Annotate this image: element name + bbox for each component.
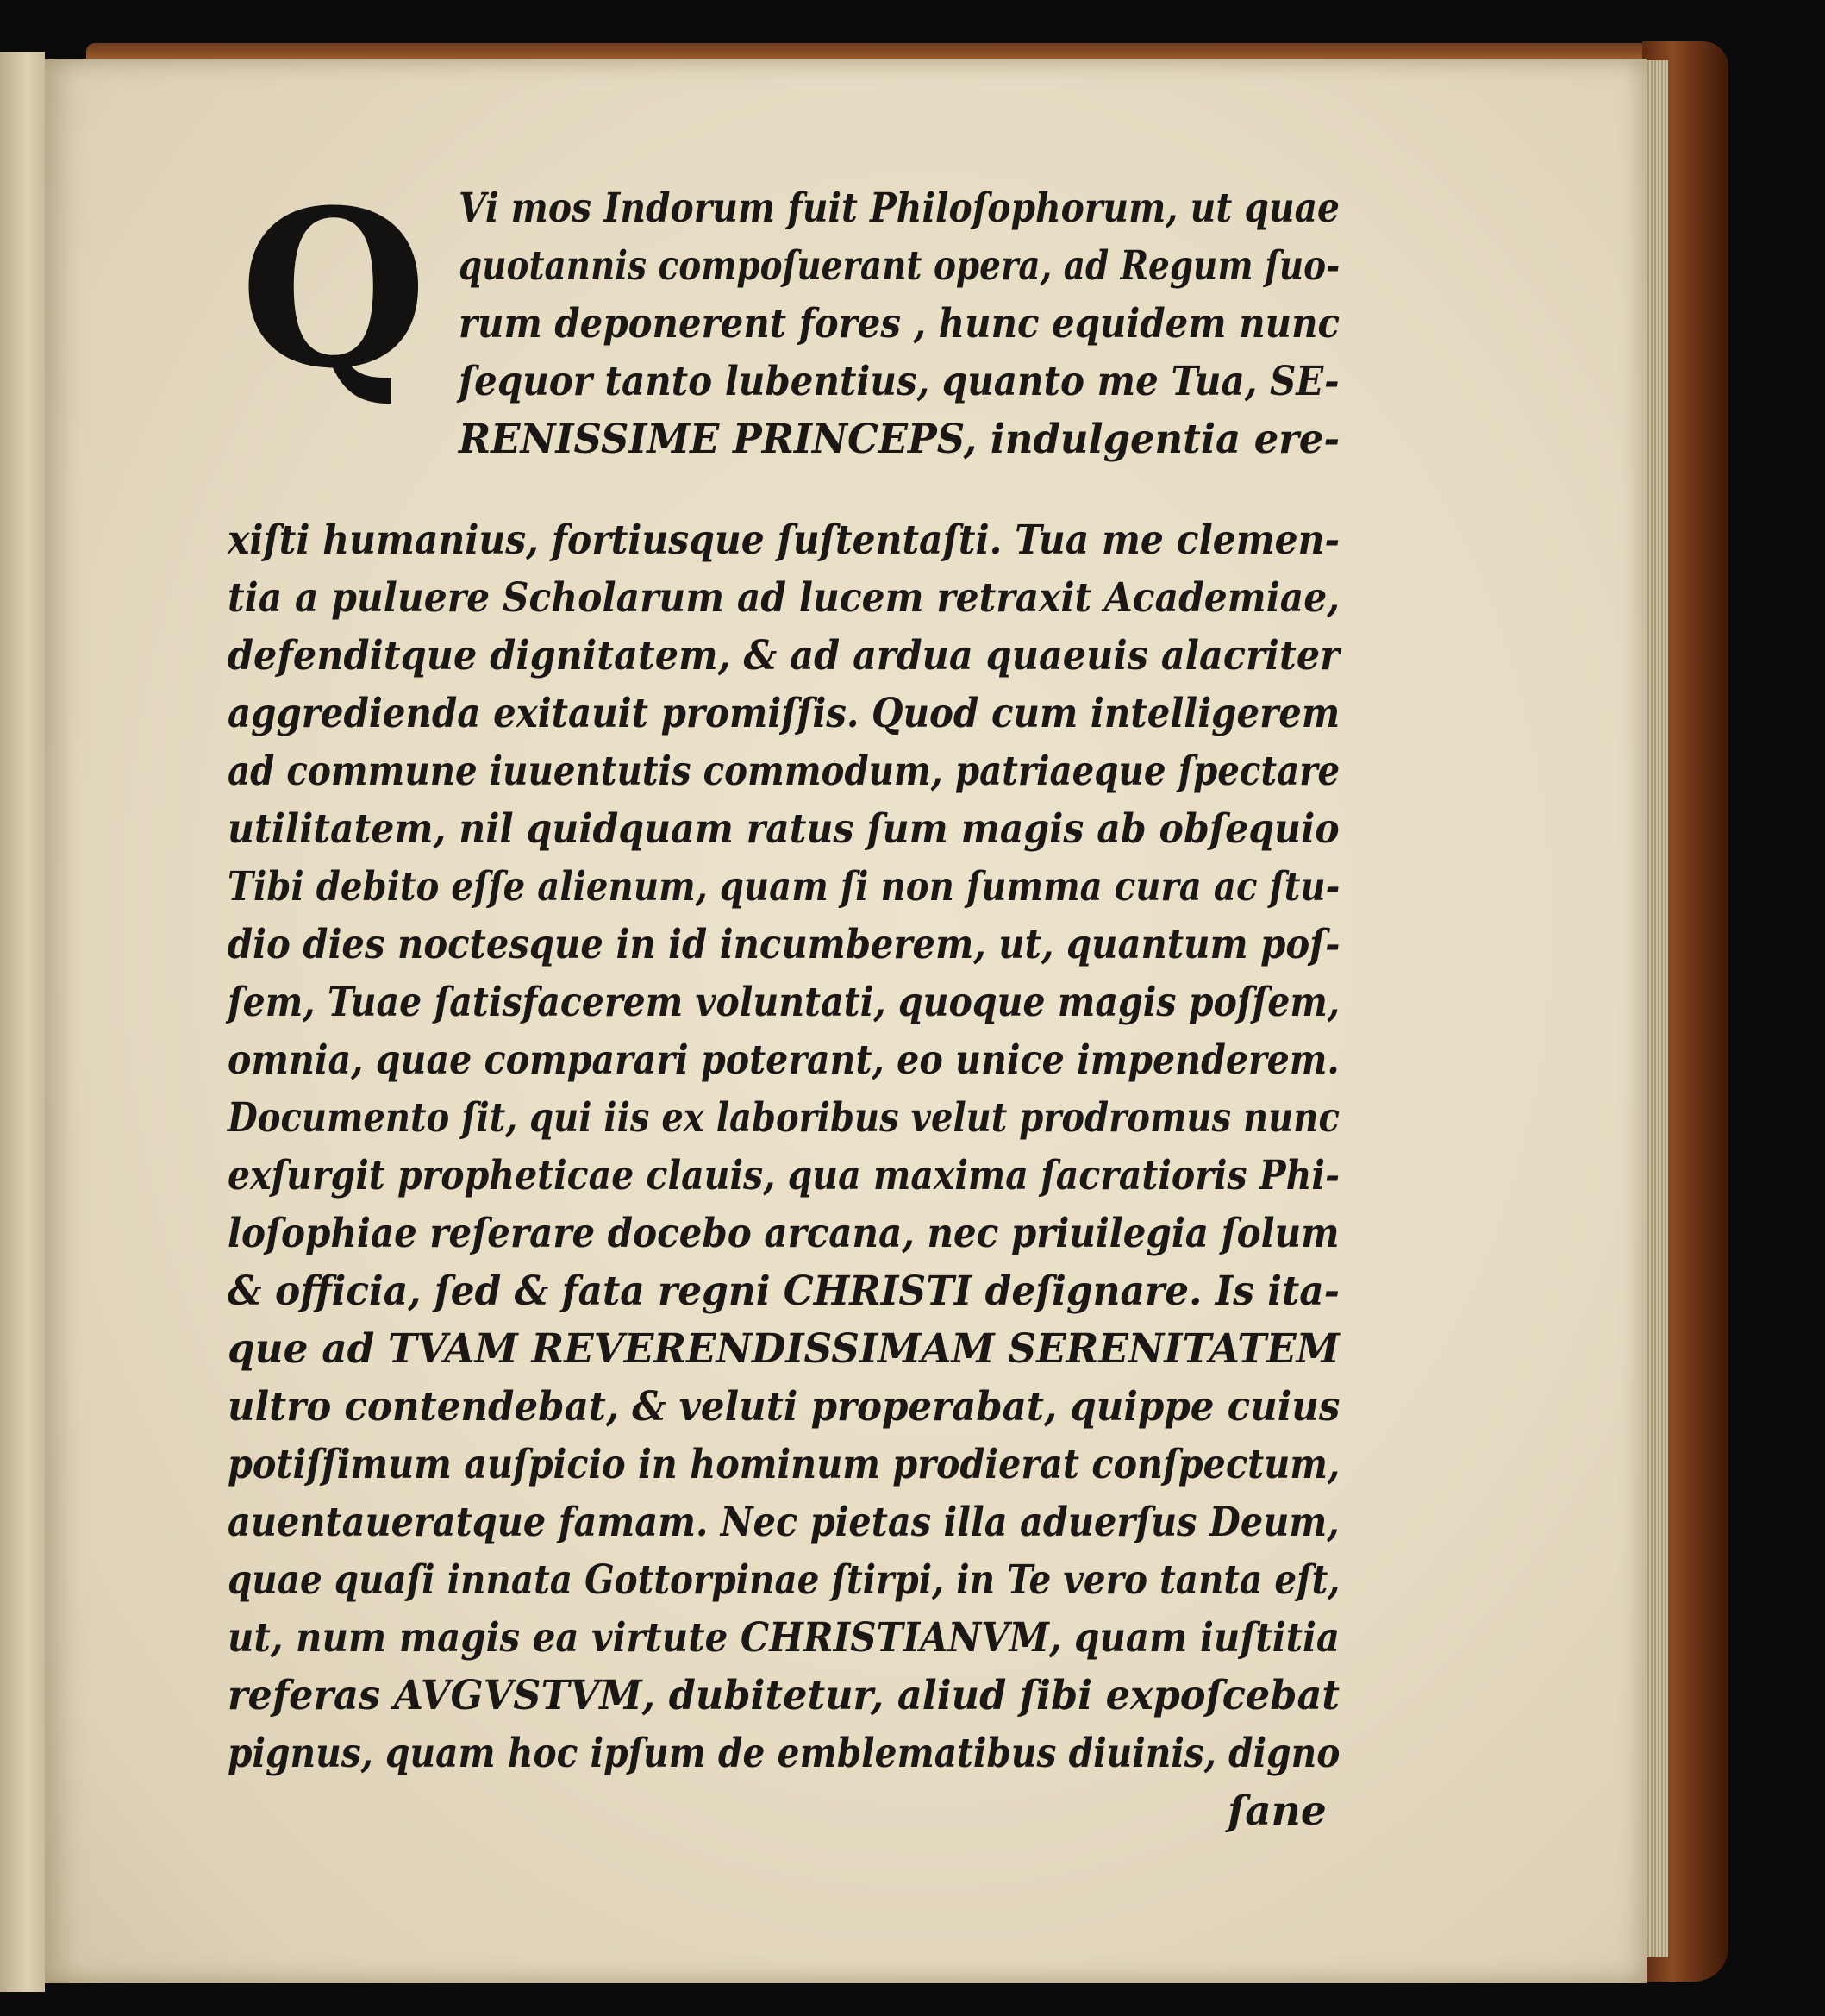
- text-line: RENISSIME PRINCEPS, indulgentia ere-: [459, 416, 1341, 463]
- text-line: auentaueratque famam. Nec pietas illa aduerſus Deum,: [228, 1499, 1340, 1546]
- book-page: [45, 59, 1647, 1983]
- text-line: potiſſimum auſpicio in hominum prodierat conſpectum,: [228, 1441, 1341, 1488]
- text-line: ad commune iuuentutis commodum, patriaeque ſpectare: [228, 748, 1341, 795]
- catchword: ſane: [1228, 1787, 1327, 1835]
- text-line: & officia, ſed & fata regni CHRISTI deſignare. Is ita-: [228, 1268, 1340, 1315]
- text-line: ſequor tanto lubentius, quanto me Tua, SE-: [459, 358, 1340, 405]
- text-line: defenditque dignitatem, & ad ardua quaeuis alacriter: [228, 632, 1340, 679]
- drop-cap-initial: Q: [240, 162, 428, 416]
- text-line: Tibi debito eſſe alienum, quam ſi non ſumma cura ac ſtu-: [228, 863, 1341, 911]
- text-line: utilitatem, nil quidquam ratus ſum magis ab obſequio: [228, 805, 1340, 853]
- text-line: Documento ſit, qui iis ex laboribus velut prodromus nunc: [228, 1094, 1340, 1142]
- text-line: exſurgit propheticae clauis, qua maxima ſacratioris Phi-: [228, 1152, 1341, 1199]
- text-line: loſophiae reſerare docebo arcana, nec priuilegia ſolum: [228, 1210, 1340, 1257]
- text-line: referas AVGVSTVM, dubitetur, aliud ſibi expoſcebat: [228, 1672, 1341, 1719]
- text-line: xiſti humanius, fortiusque ſuſtentaſti. Tua me clemen-: [228, 517, 1341, 564]
- text-line: que ad TVAM REVERENDISSIMAM SERENITATEM: [228, 1325, 1340, 1373]
- text-line: aggredienda exitauit promiſſis. Quod cum intelligerem: [228, 690, 1341, 737]
- text-line: ut, num magis ea virtute CHRISTIANVM, quam iuſtitia: [228, 1614, 1341, 1662]
- text-line: dio dies noctesque in id incumberem, ut, quantum poſ-: [228, 921, 1341, 968]
- text-line: quae quaſi innata Gottorpinae ſtirpi, in Te vero tanta eſt,: [228, 1556, 1341, 1604]
- text-line: Vi mos Indorum fuit Philoſophorum, ut quae: [459, 185, 1341, 232]
- previous-page-edge: [0, 52, 45, 1992]
- text-line: tia a puluere Scholarum ad lucem retraxit Academiae,: [228, 574, 1341, 622]
- text-line: omnia, quae comparari poterant, eo unice impenderem.: [228, 1036, 1340, 1084]
- text-line: ſem, Tuae ſatisfacerem voluntati, quoque magis poſſem,: [228, 979, 1341, 1026]
- text-line: quotannis compoſuerant opera, ad Regum ſuo-: [459, 242, 1341, 290]
- text-line: rum deponerent fores , hunc equidem nunc: [459, 300, 1341, 347]
- text-line: pignus, quam hoc ipſum de emblematibus diuinis, digno: [228, 1730, 1341, 1777]
- text-line: ultro contendebat, & veluti properabat, quippe cuius: [228, 1383, 1341, 1431]
